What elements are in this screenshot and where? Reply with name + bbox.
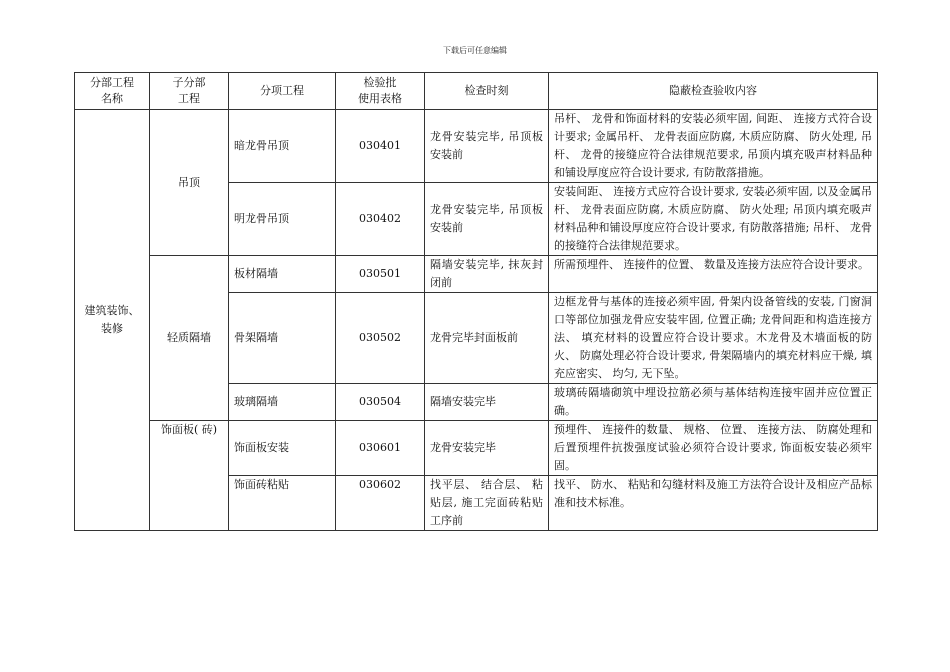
- table-row: [75, 256, 878, 293]
- code-cell: 030502: [336, 293, 425, 384]
- timing-cell: 龙骨完毕封面板前: [425, 293, 549, 384]
- code-cell: 030401: [336, 110, 425, 183]
- timing-cell: 找平层、 结合层、 粘贴层, 施工完面砖粘贴工序前: [425, 476, 549, 531]
- content-cell: 所需预埋件、 连接件的位置、 数量及连接方法应符合设计要求。: [549, 256, 878, 293]
- content-cell: 找平、 防水、 粘贴和勾缝材料及施工方法符合设计及相应产品标准和技术标准。: [549, 476, 878, 531]
- col-header-item: 分项工程: [229, 73, 336, 110]
- group-cell-cladding: 饰面板( 砖): [150, 421, 229, 531]
- col-header-subdivision: 子分部 工程: [150, 73, 229, 110]
- item-cell: 板材隔墙: [229, 256, 336, 293]
- item-cell: 明龙骨吊顶: [229, 183, 336, 256]
- item-cell: 饰面砖粘贴: [229, 476, 336, 531]
- division-cell: 建筑装饰、 装修: [75, 110, 150, 531]
- item-cell: 骨架隔墙: [229, 293, 336, 384]
- col-header-timing: 检查时刻: [425, 73, 549, 110]
- group-cell-ceiling: 吊顶: [150, 110, 229, 256]
- timing-cell: 隔墙安装完毕: [425, 384, 549, 421]
- item-cell: 玻璃隔墙: [229, 384, 336, 421]
- table-header-row: [75, 73, 878, 110]
- item-cell: 饰面板安装: [229, 421, 336, 476]
- inspection-table: [74, 72, 878, 531]
- col-header-batch-form: 检验批 使用表格: [336, 73, 425, 110]
- timing-cell: 龙骨安装完毕, 吊顶板安装前: [425, 110, 549, 183]
- page-header-note: 下载后可任意编辑: [443, 46, 507, 55]
- timing-cell: 隔墙安装完毕, 抹灰封闭前: [425, 256, 549, 293]
- col-header-content: 隐蔽检查验收内容: [549, 73, 878, 110]
- content-cell: 安装间距、 连接方式应符合设计要求, 安装必须牢固, 以及金属吊杆、 龙骨表面应防腐, 木质应防腐、 防火处理; 吊顶内填充吸声材料品种和铺设厚度应符合设计要求, 有防散落措施; 吊杆、 龙骨的接缝符合法律规范要求。: [549, 183, 878, 256]
- code-cell: 030504: [336, 384, 425, 421]
- item-cell: 暗龙骨吊顶: [229, 110, 336, 183]
- code-cell: 030601: [336, 421, 425, 476]
- table-row: [75, 110, 878, 183]
- content-cell: 吊杆、 龙骨和饰面材料的安装必须牢固, 间距、 连接方式符合设计要求; 金属吊杆、 龙骨表面应防腐, 木质应防腐、 防火处理, 吊杆、 龙骨的接缝应符合法律规范要求, 吊顶内填充吸声材料品种和铺设厚度应符合设计要求, 有防散落措施。: [549, 110, 878, 183]
- code-cell: 030402: [336, 183, 425, 256]
- content-cell: 预埋件、 连接件的数量、 规格、 位置、 连接方法、 防腐处理和后置预埋件抗拨强度试验必须符合设计要求, 饰面板安装必须牢固。: [549, 421, 878, 476]
- timing-cell: 龙骨安装完毕, 吊顶板安装前: [425, 183, 549, 256]
- group-cell-partition: 轻质隔墙: [150, 256, 229, 421]
- timing-cell: 龙骨安装完毕: [425, 421, 549, 476]
- col-header-division: 分部工程 名称: [75, 73, 150, 110]
- content-cell: 边框龙骨与基体的连接必须牢固, 骨架内设备管线的安装, 门窗洞口等部位加强龙骨应安装牢固, 位置正确; 龙骨间距和构造连接方法、 填充材料的设置应符合设计要求。木龙骨及木墙面板的防火、 防腐处理必符合设计要求, 骨架隔墙内的填充材料应干燥, 填充应密实、 均匀, 无下坠。: [549, 293, 878, 384]
- table-row: [75, 421, 878, 476]
- code-cell: 030501: [336, 256, 425, 293]
- code-cell: 030602: [336, 476, 425, 531]
- content-cell: 玻璃砖隔墙砌筑中埋设拉筋必须与基体结构连接牢固并应位置正确。: [549, 384, 878, 421]
